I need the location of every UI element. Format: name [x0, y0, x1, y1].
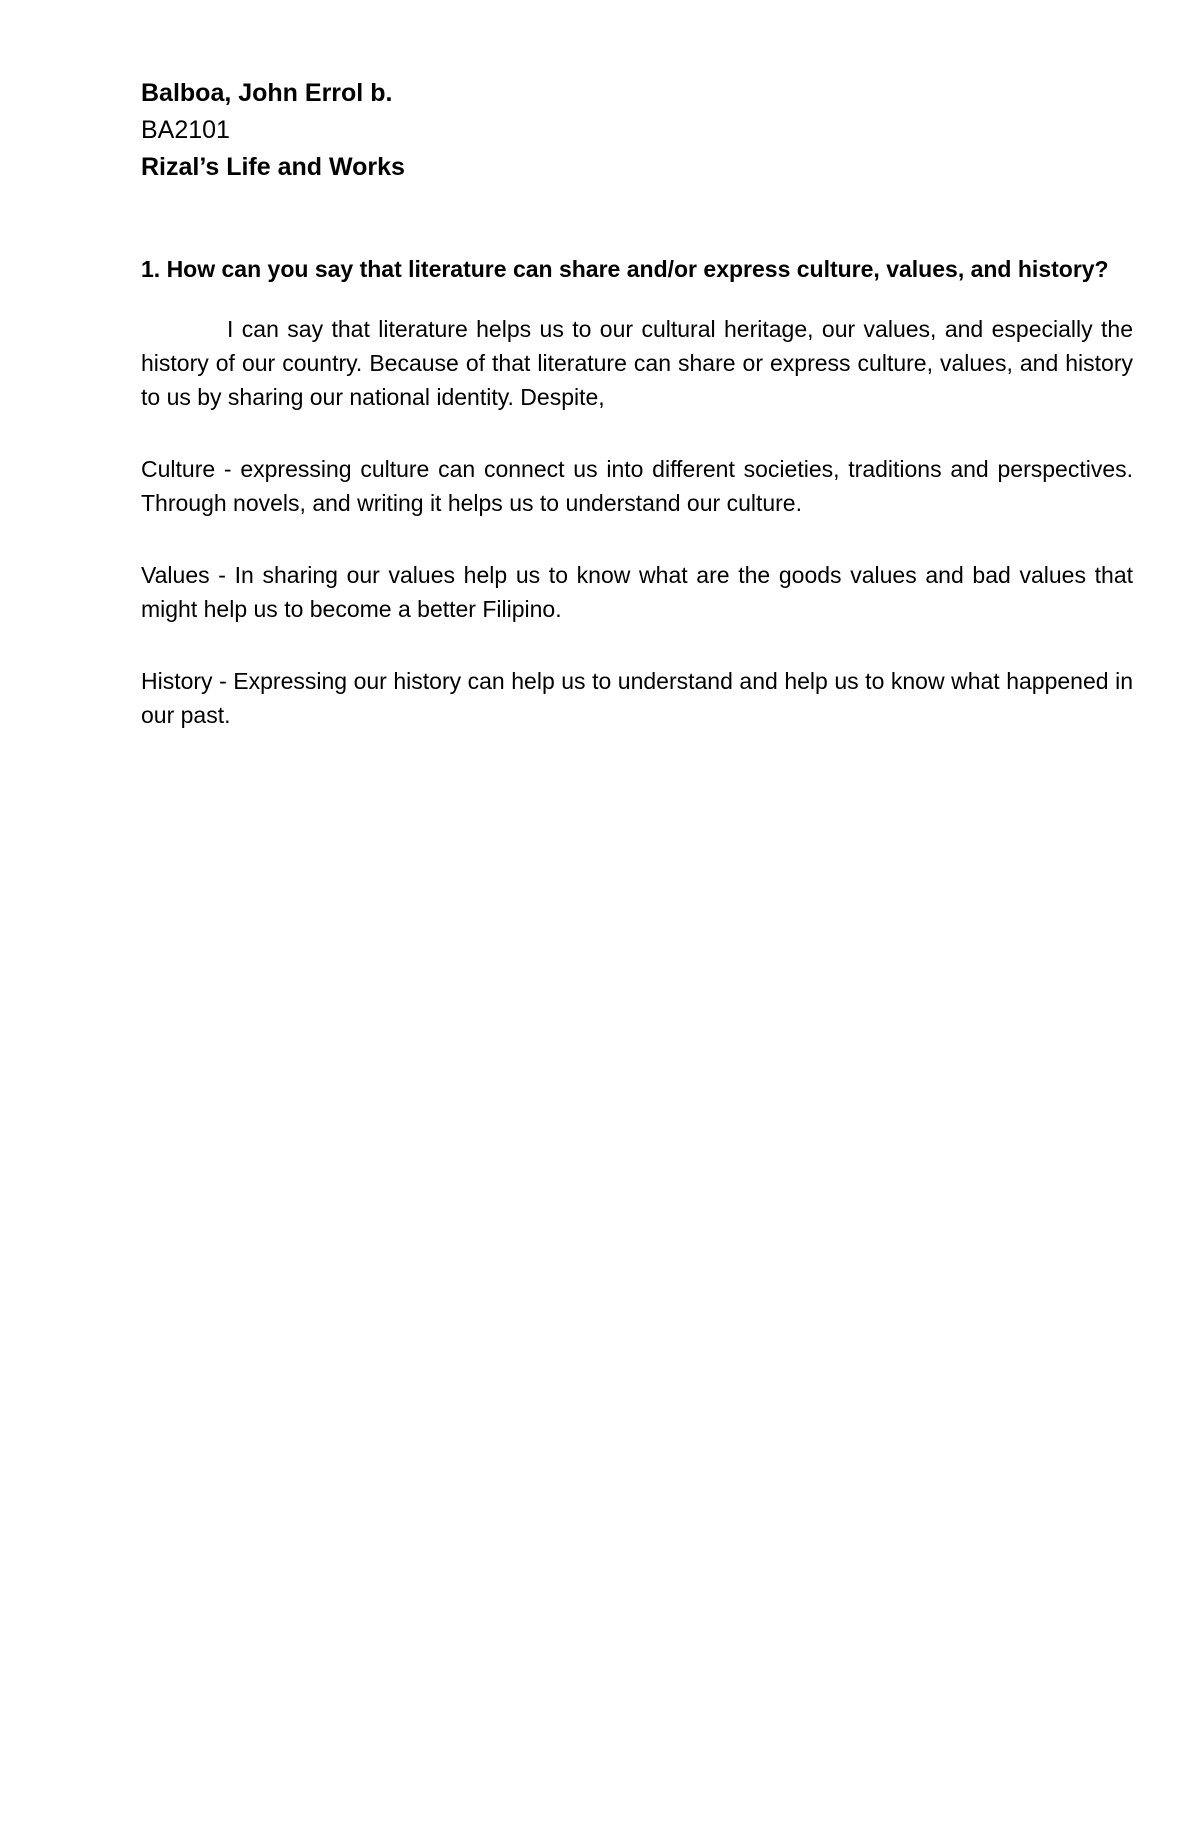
header-spacer: [141, 186, 1133, 252]
answer-culture: Culture - expressing culture can connect us into different societies, traditions and perspectives. Through novels, and writing it helps us to understand our culture.: [141, 456, 1133, 516]
answer-intro: I can say that literature helps us to our cultural heritage, our values, and especially the history of our country. Because of that literature can share or express culture, values, and history to us by sharing our national identity. Despite,: [141, 316, 1133, 410]
question-1: 1. How can you say that literature can share and/or express culture, values, and history?: [141, 256, 1109, 282]
student-name: Balboa, John Errol b.: [141, 79, 393, 107]
section-code: BA2101: [141, 116, 230, 144]
document-body: [141, 75, 1133, 770]
answer-history: History - Expressing our history can help us to understand and help us to know what happened in our past.: [141, 668, 1133, 728]
course-title: Rizal’s Life and Works: [141, 153, 405, 181]
answer-values: Values - In sharing our values help us to know what are the goods values and bad values that might help us to become a better Filipino.: [141, 562, 1133, 622]
